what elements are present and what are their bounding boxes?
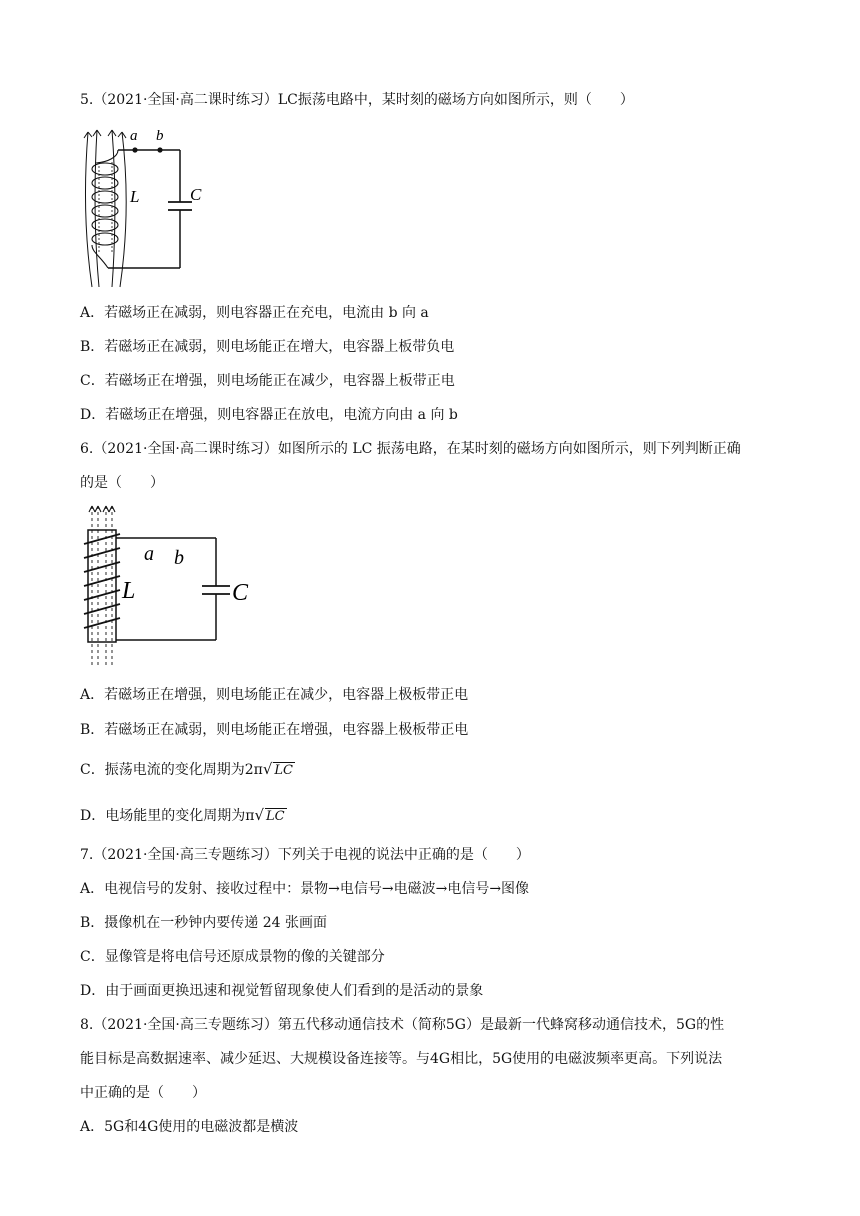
q5-option-a: A．若磁场正在减弱，则电容器正在充电，电流由 b 向 a xyxy=(80,305,429,321)
q5-label-b: b xyxy=(156,128,164,144)
q8-stem-line2: 能目标是高数据速率、减少延迟、大规模设备连接等。与4G相比，5G使用的电磁波频率更高。下列说法 xyxy=(80,1051,723,1067)
q6-label-a: a xyxy=(144,543,154,565)
q6-option-c-formula: 2π√ LC xyxy=(244,760,293,778)
q8-stem-line3: 中正确的是（ ） xyxy=(80,1085,206,1101)
q7-stem: 7.（2021·全国·高三专题练习）下列关于电视的说法中正确的是（ ） xyxy=(80,847,530,863)
q5-label-L: L xyxy=(130,187,140,206)
q7-option-b: B．摄像机在一秒钟内要传递 24 张画面 xyxy=(80,915,328,931)
q6-label-b: b xyxy=(174,547,184,569)
q6-stem-line1: 6.（2021·全国·高二课时练习）如图所示的 LC 振荡电路，在某时刻的磁场方向如图所示，则下列判断正确 xyxy=(80,441,741,457)
q5-label-C: C xyxy=(190,185,202,204)
q8-option-a: A．5G和4G使用的电磁波都是横波 xyxy=(80,1119,299,1135)
q5-lc-circuit-figure xyxy=(78,122,218,292)
q5-option-c: C．若磁场正在增强，则电场能正在减少，电容器上板带正电 xyxy=(80,373,455,389)
q6-option-b: B．若磁场正在减弱，则电场能正在增强，电容器上极板带正电 xyxy=(80,722,469,738)
q5-stem: 5.（2021·全国·高二课时练习）LC振荡电路中，某时刻的磁场方向如图所示，则（ ） xyxy=(80,92,634,108)
q6-stem-line2: 的是（ ） xyxy=(80,475,164,491)
q8-stem-line1: 8.（2021·全国·高三专题练习）第五代移动通信技术（简称5G）是最新一代蜂窝移动通信技术，5G的性 xyxy=(80,1017,725,1033)
q7-option-c: C．显像管是将电信号还原成景物的像的关键部分 xyxy=(80,949,385,965)
q7-option-d: D．由于画面更换迅速和视觉暂留现象使人们看到的是活动的景象 xyxy=(80,983,484,999)
q6-option-d: D．电场能里的变化周期为π√ LC xyxy=(80,806,285,824)
q6-lc-circuit-figure xyxy=(78,500,258,672)
q6-option-c: C．振荡电流的变化周期为2π√ LC xyxy=(80,760,293,778)
q6-label-C: C xyxy=(232,580,249,606)
q5-option-b: B．若磁场正在减弱，则电场能正在增大，电容器上板带负电 xyxy=(80,339,455,355)
q6-label-L: L xyxy=(122,578,136,604)
q6-option-a: A．若磁场正在增强，则电场能正在减少，电容器上极板带正电 xyxy=(80,687,469,703)
q5-label-a: a xyxy=(130,128,138,144)
q7-option-a: A．电视信号的发射、接收过程中：景物→电信号→电磁波→电信号→图像 xyxy=(80,881,530,897)
q6-option-d-formula: π√ LC xyxy=(245,806,285,824)
q5-option-d: D．若磁场正在增强，则电容器正在放电，电流方向由 a 向 b xyxy=(80,407,458,423)
